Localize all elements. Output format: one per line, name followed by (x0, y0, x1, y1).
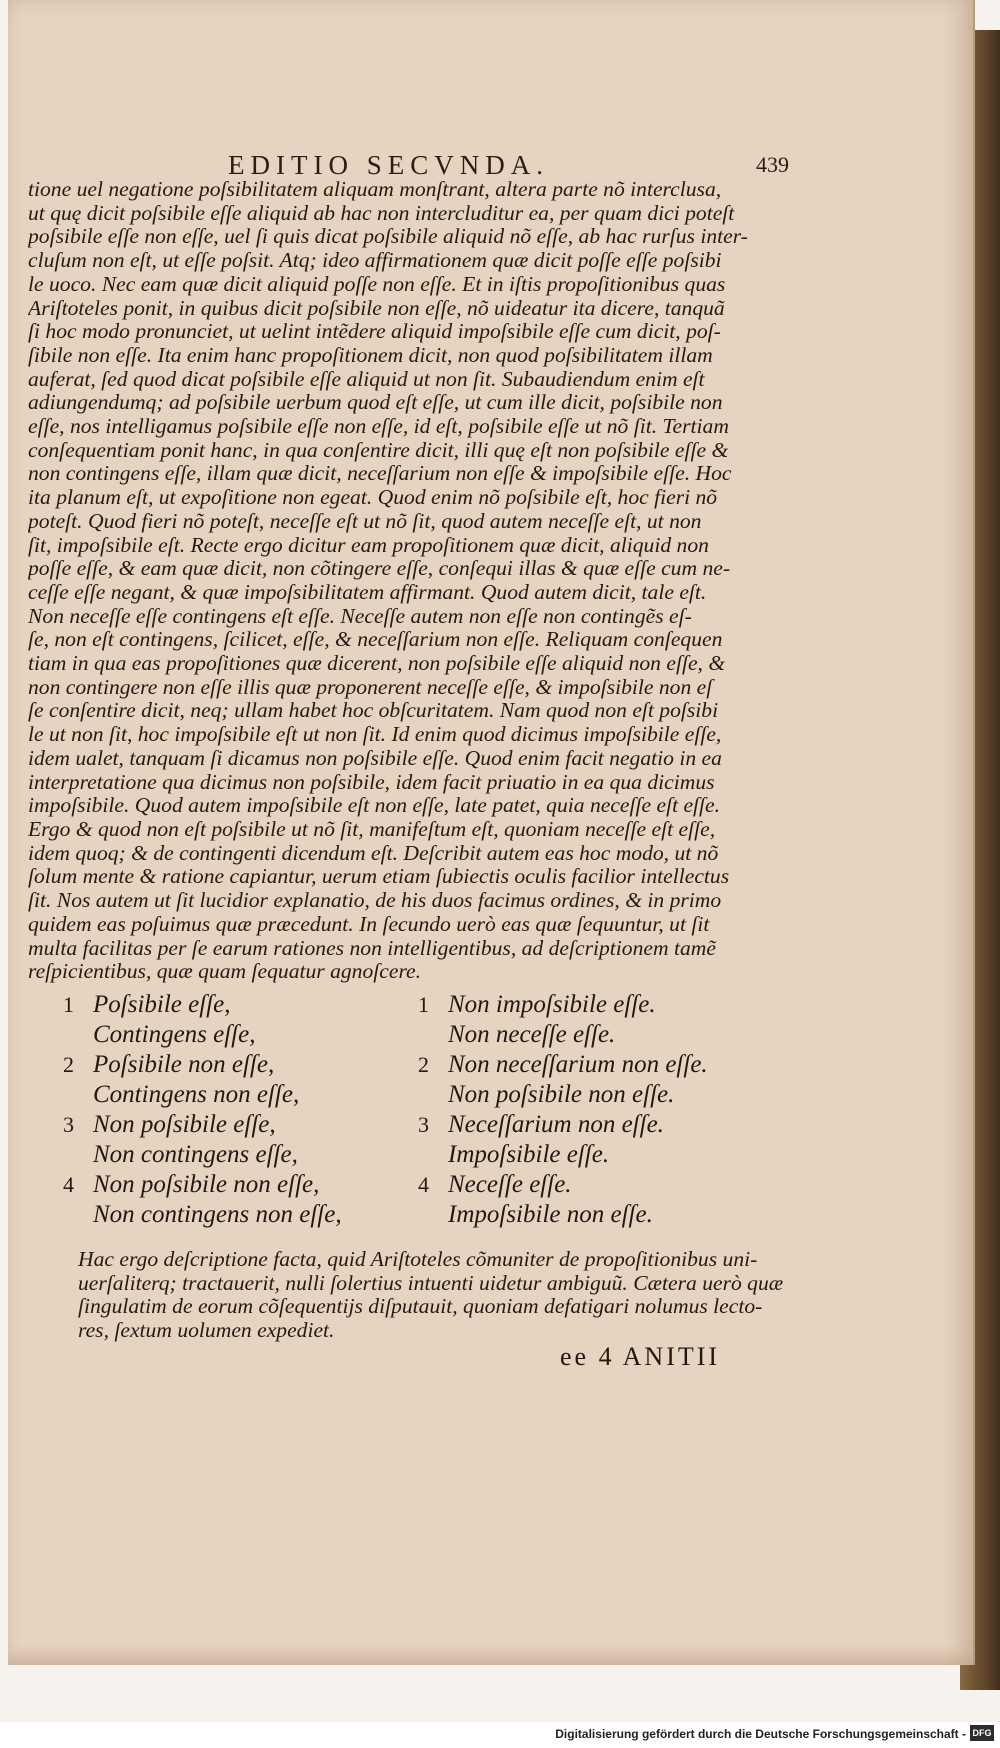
proposition-number: 3 (63, 1112, 74, 1137)
proposition-line: Contingens non eſſe, (93, 1081, 300, 1108)
text-line: cluſum non eſt, ut eſſe poſsit. Atq; ideo affirmationem quæ dicit poſſe eſſe poſsibi (28, 249, 722, 273)
proposition-line: Poſsibile non eſſe, (93, 1051, 275, 1078)
text-line: ſolum mente & ratione capiantur, uerum etiam ſubiectis oculis facilior intellectus (28, 865, 730, 889)
text-line: poſsibile eſſe non eſſe, uel ſi quis dicat poſsibile aliquid nõ eſſe, ab hac rurſus inter- (28, 225, 748, 249)
text-line: ceſſe eſſe negant, & quæ impoſsibilitatem affirmant. Quod autem dicit, tale eſt. (28, 580, 707, 604)
text-line: idem ualet, tanquam ſi dicamus non poſsibile eſſe. Quod enim facit negatio in ea (28, 746, 722, 770)
proposition-pair (63, 1170, 393, 1230)
running-head: EDITIO SECVNDA. (228, 150, 549, 180)
text-line: eſſe, nos intelligamus poſsibile eſſe non eſſe, id eſt, poſsibile eſſe ut nõ ſit. Tertiam (28, 415, 729, 439)
proposition-number: 2 (418, 1052, 429, 1077)
proposition-pair (63, 1050, 393, 1110)
text-line: ſibile non eſſe. Ita enim hanc propoſitionem dicit, non quod poſsibilitatem illam (28, 343, 713, 367)
text-line: conſequentiam ponit hanc, in qua conſentire dicit, illi quę eſt non poſsibile eſſe & (28, 438, 729, 462)
proposition-line: Non contingens eſſe, (93, 1141, 298, 1168)
proposition-pair (418, 1170, 778, 1230)
proposition-line: Neceſſe eſſe. (448, 1171, 572, 1198)
proposition-pair (418, 990, 778, 1050)
text-line: non contingere non eſſe illis quæ proponerent neceſſe eſſe, & impoſsibile non eſ (28, 675, 713, 699)
dfg-logo-icon: DFG (970, 1725, 994, 1741)
text-line: poſſe eſſe, & eam quæ dicit, non cõtingere eſſe, conſequi illas & quæ eſſe cum ne- (28, 557, 731, 581)
text-line: Ergo & quod non eſt poſsibile ut nõ ſit, manifeſtum eſt, quoniam neceſſe eſt eſſe, (28, 817, 716, 841)
proposition-line: Non poſsibile non eſſe. (448, 1081, 675, 1108)
proposition-line: Neceſſarium non eſſe. (448, 1111, 664, 1138)
proposition-line: Non neceſſarium non eſſe. (448, 1051, 708, 1078)
text-line: impoſsibile. Quod autem impoſsibile eſt non eſſe, late patet, quia neceſſe eſt eſſe. (28, 794, 721, 818)
closing-paragraph (78, 1248, 788, 1343)
proposition-pair (418, 1110, 778, 1170)
main-text-block (28, 178, 788, 984)
text-line: quidem eas poſuimus quæ præcedunt. In ſecundo uerò eas quæ ſequuntur, ut ſit (28, 912, 710, 936)
text-line: ut quę dicit poſsibile eſſe aliquid ab hac non intercluditur ea, per quam dici poteſt (28, 201, 735, 225)
proposition-number: 4 (63, 1172, 74, 1197)
text-line: ſi hoc modo pronunciet, ut uelint intẽdere aliquid impoſsibile eſſe cum dicit, poſ- (28, 320, 721, 344)
text-line: res, ſextum uolumen expediet. (78, 1319, 335, 1343)
text-line: tiam in qua eas propoſitiones quæ dicerent, non poſsibile eſſe aliquid non eſſe, & (28, 652, 726, 676)
text-line: auferat, ſed quod dicat poſsibile eſſe aliquid ut non ſit. Subaudiendum enim eſt (28, 367, 705, 391)
text-line: le uoco. Nec eam quæ dicit aliquid poſſe non eſſe. Et in iſtis propoſitionibus quas (28, 272, 726, 296)
page-number: 439 (756, 152, 789, 177)
text-line: multa facilitas per ſe earum rationes non intelligentibus, ad deſcriptionem tamẽ (28, 936, 716, 960)
text-line: ſe conſentire dicit, neq; ullam habet hoc obſcuritatem. Nam quod non eſt poſsibi (28, 699, 719, 723)
text-line: Non neceſſe eſſe contingens eſt eſſe. Neceſſe autem non eſſe non contingẽs eſ- (28, 604, 692, 628)
proposition-number: 1 (63, 992, 74, 1017)
text-line: tione uel negatione poſsibilitatem aliquam monſtrant, altera parte nõ interclusa, (28, 178, 722, 201)
text-line: non contingens eſſe, illam quæ dicit, neceſſarium non eſſe & impoſsibile eſſe. Hoc (28, 462, 732, 486)
proposition-line: Poſsibile eſſe, (93, 991, 231, 1018)
proposition-number: 1 (418, 992, 429, 1017)
text-line: interpretatione qua dicimus non poſsibile, idem facit priuatio in ea qua dicimus (28, 770, 715, 794)
propositions-column-right (418, 990, 778, 1230)
proposition-pair (63, 990, 393, 1050)
digitization-credit: Digitalisierung gefördert durch die Deutsche Forschungsgemeinschaft - (555, 1727, 966, 1741)
text-line: le ut non ſit, hoc impoſsibile eſt ut non ſit. Id enim quod dicimus impoſsibile eſſe, (28, 723, 722, 747)
proposition-number: 3 (418, 1112, 429, 1137)
proposition-line: Non neceſſe eſſe. (448, 1021, 616, 1048)
propositions-table (63, 990, 783, 1230)
text-line: ſit. Nos autem ut ſit lucidior explanatio, de his duos facimus ordines, & in primo (28, 889, 722, 913)
proposition-number: 2 (63, 1052, 74, 1077)
text-line: poteſt. Quod fieri nõ poteſt, neceſſe eſt ut nõ ſit, quod autem neceſſe eſt, ut non (28, 509, 702, 533)
text-line: Ariſtoteles ponit, in quibus dicit poſsibile non eſſe, nõ uideatur ita dicere, tanquã (28, 296, 725, 320)
text-line: reſpicientibus, quæ quam ſequatur agnoſcere. (28, 960, 422, 984)
proposition-pair (63, 1110, 393, 1170)
proposition-number: 4 (418, 1172, 429, 1197)
text-line: adiungendumq; ad poſsibile uerbum quod eſt eſſe, ut cum ille dicit, poſsibile non (28, 391, 723, 415)
text-line: idem quoq; & de contingenti dicendum eſt. Deſcribit autem eas hoc modo, ut nõ (28, 841, 719, 865)
proposition-line: Non poſsibile non eſſe, (93, 1171, 320, 1198)
text-line: ſit, impoſsibile eſt. Recte ergo dicitur eam propoſitionem quæ dicit, aliquid non (28, 533, 709, 557)
text-line: ſingulatim de eorum cõſequentijs diſputauit, quoniam defatigari nolumus lecto- (78, 1295, 763, 1319)
proposition-line: Non impoſsibile eſſe. (448, 991, 656, 1018)
text-line: ſe, non eſt contingens, ſcilicet, eſſe, & neceſſarium non eſſe. Reliquam conſequen (28, 628, 723, 652)
proposition-line: Impoſsibile eſſe. (448, 1141, 610, 1168)
catchword: ee 4 ANITII (560, 1342, 721, 1371)
text-line: ita planum eſt, ut expoſitione non egeat. Quod enim nõ poſsibile eſt, hoc fieri nõ (28, 486, 718, 510)
proposition-line: Non contingens non eſſe, (93, 1201, 342, 1228)
text-line: Hac ergo deſcriptione facta, quid Ariſtoteles cõmuniter de propoſitionibus uni- (78, 1248, 758, 1271)
proposition-line: Contingens eſſe, (93, 1021, 256, 1048)
proposition-pair (418, 1050, 778, 1110)
proposition-line: Non poſsibile eſſe, (93, 1111, 276, 1138)
proposition-line: Impoſsibile non eſſe. (448, 1201, 653, 1228)
book-page (8, 0, 975, 1665)
propositions-column-left (63, 990, 393, 1230)
text-line: uerſaliterq; tractauerit, nulli ſolertius intuenti uidetur ambiguũ. Cætera uerò quæ (78, 1271, 784, 1295)
